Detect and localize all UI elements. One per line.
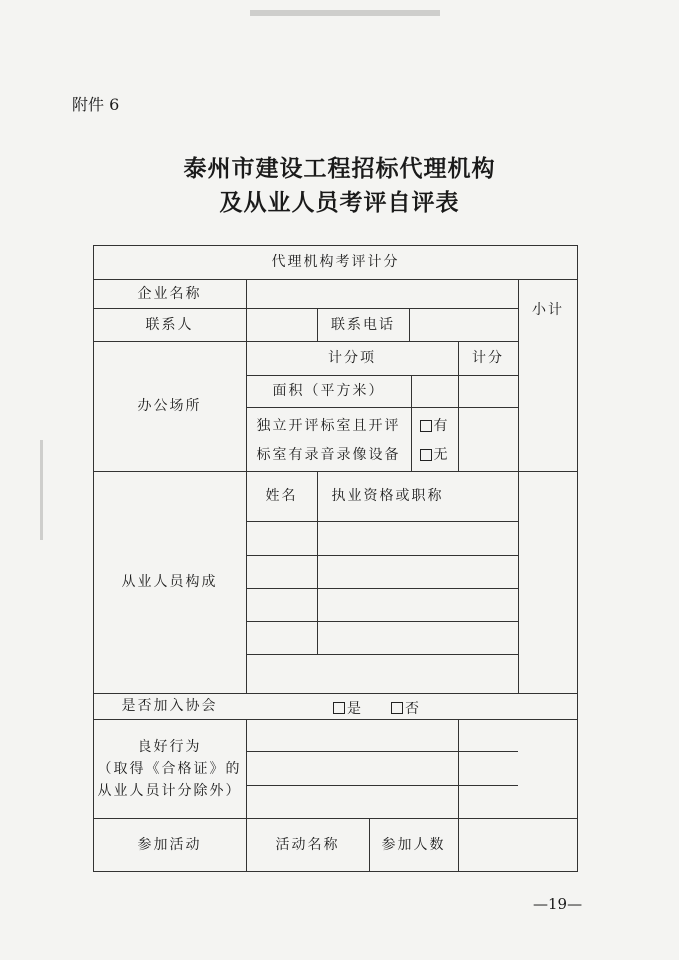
row-divider — [246, 521, 518, 522]
row-divider — [246, 588, 518, 589]
checkbox-icon[interactable] — [391, 702, 403, 714]
contact-phone-label: 联系电话 — [331, 316, 395, 333]
score-header: 计分 — [472, 350, 504, 366]
column-divider — [458, 818, 459, 872]
page-number: —19— — [533, 895, 583, 913]
good-conduct-label — [93, 719, 246, 818]
section-header: 代理机构考评计分 — [271, 254, 400, 270]
area-value-field[interactable] — [411, 375, 458, 407]
row-divider — [246, 621, 518, 622]
row-divider — [246, 785, 518, 786]
good-conduct-line3: 从业人员计分除外） — [97, 782, 242, 799]
option-yes[interactable]: 是 — [333, 698, 361, 718]
row-divider — [246, 751, 518, 752]
company-name-label: 企业名称 — [137, 285, 202, 302]
contact-person-label: 联系人 — [145, 316, 194, 333]
attachment-label: 附件 6 — [72, 95, 120, 114]
scan-artifact — [250, 10, 440, 16]
checkbox-icon[interactable] — [333, 702, 345, 714]
scoring-item-header: 计分项 — [328, 350, 376, 366]
row-divider — [246, 654, 518, 655]
name-header: 姓名 — [265, 488, 298, 504]
page-title-line2: 及从业人员考评自评表 — [219, 189, 460, 216]
good-conduct-line1: 良好行为 — [137, 738, 202, 755]
eval-room-label-line1: 独立开评标室且开评 — [256, 417, 401, 434]
eval-room-label — [246, 411, 411, 469]
eval-room-label-line2: 标室有录音录像设备 — [256, 446, 401, 463]
option-no[interactable]: 否 — [391, 698, 419, 718]
row-divider — [246, 555, 518, 556]
good-conduct-line2: （取得《合格证》的 — [97, 760, 242, 777]
company-name-field[interactable] — [246, 279, 518, 308]
participants-header: 参加人数 — [381, 837, 446, 853]
activity-name-header: 活动名称 — [275, 837, 340, 853]
subtotal-label: 小计 — [532, 302, 564, 318]
evaluation-form-table — [93, 245, 578, 872]
column-divider — [518, 279, 519, 693]
page-title-line1: 泰州市建设工程招标代理机构 — [183, 155, 496, 182]
checkbox-icon[interactable] — [420, 420, 432, 432]
office-label: 办公场所 — [137, 398, 202, 414]
contact-person-field[interactable] — [246, 308, 317, 341]
association-label: 是否加入协会 — [121, 698, 218, 714]
option-have[interactable]: 有 — [420, 415, 450, 437]
office-score-field[interactable] — [458, 375, 518, 471]
staff-composition-label: 从业人员构成 — [121, 574, 218, 590]
eval-room-options — [411, 411, 458, 469]
option-none[interactable]: 无 — [420, 444, 450, 466]
area-label: 面积（平方米） — [272, 383, 385, 399]
column-divider — [458, 719, 459, 818]
checkbox-icon[interactable] — [420, 449, 432, 461]
qualification-header: 执业资格或职称 — [331, 488, 444, 504]
contact-phone-field[interactable] — [409, 308, 518, 341]
activity-label: 参加活动 — [137, 837, 202, 853]
scan-artifact — [40, 440, 43, 540]
